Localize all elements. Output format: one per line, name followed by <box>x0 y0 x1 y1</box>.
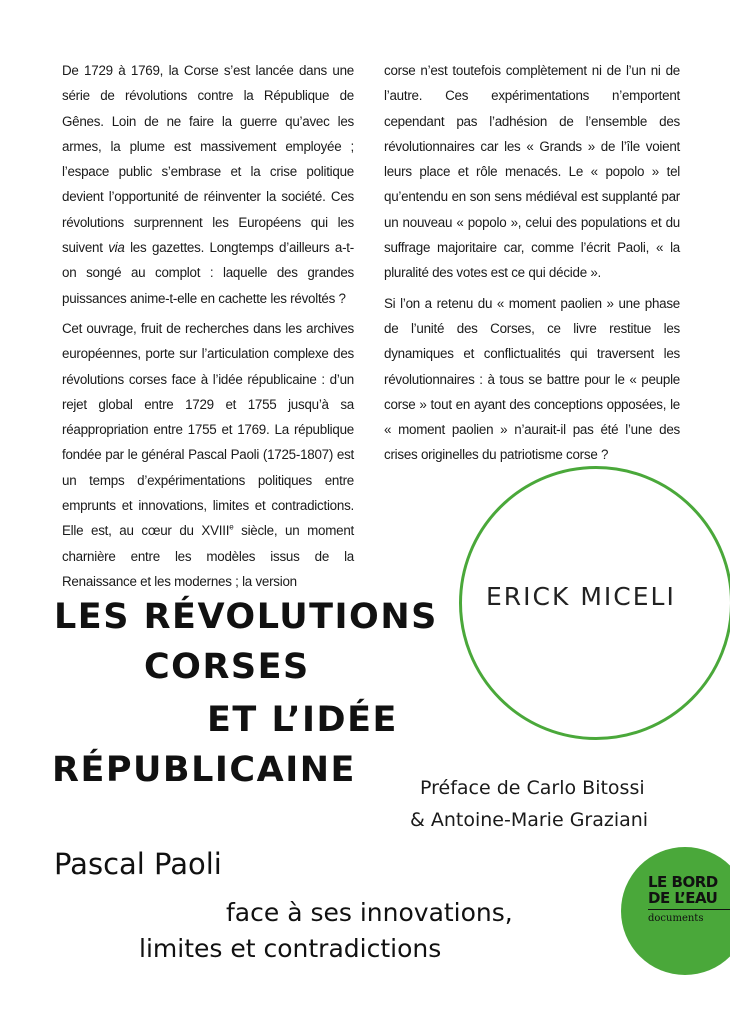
publisher-name <box>648 874 718 906</box>
book-title-line-3: ET L’IDÉE <box>207 700 398 740</box>
subtitle-line-1: face à ses innovations, <box>226 898 513 927</box>
book-title-line-2: CORSES <box>144 647 310 687</box>
blurb-paragraph-2: Cet ouvrage, fruit de recherches dans les archives européennes, porte sur l’articulation complexe des révolutions corses face à l’idée républicaine : d’un rejet global entre 1729 et 1755 jusqu’à sa réappropriation entre 1755 et 1769. La république fondée par le général Pascal Paoli (1725-1807) est un temps d’expérimentations politiques entre emprunts et innovations, limites et contradictions. Elle est, au cœur du XVIIIe siècle, un moment charnière entre les modèles issus de la Renaissance et les modernes ; la version <box>62 320 354 589</box>
publisher-name-line-1: LE BORD <box>648 873 718 891</box>
book-title-line-4: RÉPUBLICAINE <box>52 750 356 790</box>
book-title-line-1: LES RÉVOLUTIONS <box>54 597 438 637</box>
blurb-paragraph-4: Si l’on a retenu du « moment paolien » une phase de l’unité des Corses, ce livre restitue les dynamiques et conflictualités qui traversent les révolutionnaires : à tous se battre pour le « peuple corse » tout en ayant des conceptions opposées, le « moment paolien » n’aurait-il pas été l’une des crises originelles du patriotisme corse ? <box>384 295 680 463</box>
blurb-paragraph-1: De 1729 à 1769, la Corse s’est lancée dans une série de révolutions contre la République de Gênes. Loin de ne faire la guerre qu’avec les armes, la plume est massivement employée ; l’espace public s’embrase et la crise politique devient l’opportunité de réinventer la société. Ces révolutions surprennent les Européens qui les suivent via les gazettes. Longtemps d’ailleurs a-t-on songé au complot : laquelle des grandes puissances anime-t-elle en cachette les révoltés ? <box>62 63 354 306</box>
blurb-left-column <box>62 58 354 599</box>
subtitle-main: Pascal Paoli <box>54 847 222 881</box>
blurb-paragraph-3: corse n’est toutefois complètement ni de l’un ni de l’autre. Ces expérimentations n’emportent cependant pas l’adhésion de l’ensemble des révolutionnaires car les « Grands » de l’île voient leurs place et rôle menacés. Le « popolo » tel qu’entendu en son sens médiéval est supplanté par un nouveau « popolo », celui des populations et du suffrage majoritaire car, comme l’écrit Paoli, « la pluralité des votes est ce qui décide ». <box>384 63 680 281</box>
preface-line-1: Préface de Carlo Bitossi <box>420 777 645 799</box>
publisher-collection: documents <box>648 913 704 924</box>
publisher-logo <box>621 847 730 975</box>
publisher-name-line-2: DE L’EAU <box>648 889 718 907</box>
preface-line-2: & Antoine-Marie Graziani <box>410 809 649 831</box>
publisher-divider <box>648 909 730 910</box>
author-name: ERICK MICELI <box>486 582 676 611</box>
blurb-right-column <box>384 58 680 473</box>
subtitle-line-2: limites et contradictions <box>139 934 442 963</box>
